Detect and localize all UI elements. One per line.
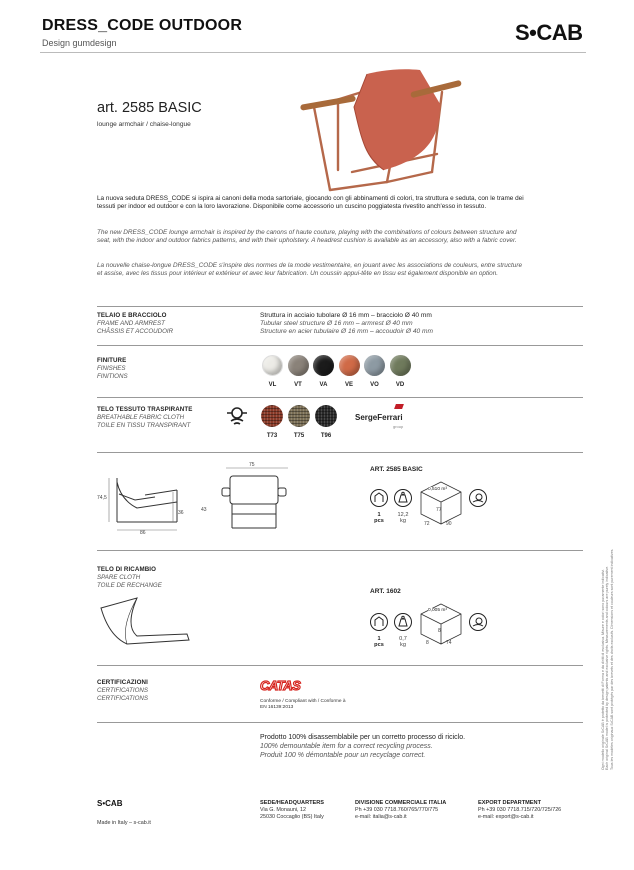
spare-box-depth: 74 [446, 640, 452, 646]
footer-brand: S•CAB [97, 799, 123, 808]
box-height: 77 [436, 507, 442, 513]
weight-icon [393, 488, 413, 508]
spare-label: TELO DI RICAMBIO SPARE CLOTH TOILE DE RECHANGE [97, 566, 162, 589]
dim-depth: 86 [140, 530, 146, 536]
spare-pieces: 1 pcs [374, 636, 384, 649]
box-width: 72 [424, 521, 430, 527]
description-en: The new DRESS_CODE lounge armchair is inspired by the canons of haute couture, playing with the combinations of colours between structure and seat, with the indoor and outdoor fabrics patterns, and with their upholstery. A headrest cushion is available as an accessory, also with a fabric cover. [97, 229, 517, 245]
serge-ferrari-logo: SergeFerrari group [355, 407, 403, 429]
finish-swatch-vo [364, 355, 385, 376]
divider [97, 665, 583, 666]
dim-width: 75 [249, 462, 255, 468]
cert-label: CERTIFICAZIONI CERTIFICATIONS CERTIFICATIONS [97, 679, 148, 702]
finish-code: VT [294, 382, 302, 388]
frame-text: Struttura in acciaio tubolare Ø 16 mm – bracciolo Ø 40 mm Tubular steel structure Ø 16 mm – armrest Ø 40 mm Structure en acier tubulaire Ø 16 mm – accoudoir Ø 40 mm [260, 312, 433, 335]
spec-title: ART. 2585 BASIC [370, 466, 423, 473]
side-note: Ogni modello originale S•CAB è protetto da brevetti di Forma e da diritti di esclusiva. Misure e colori sono puramente indicativi. Each original S•CAB model is protected by design patents and exclusive rights. Measurements and colours are purely indicative. Tous les modèles originaux S•CAB sont protégés par des brevets et des droits exclusifs. Dimensions et couleurs sont purement indicatives. [601, 548, 614, 770]
finish-swatch-va [313, 355, 334, 376]
fabric-code: T73 [266, 433, 278, 439]
finish-code: VL [268, 382, 277, 388]
cert-text: Conforme / Compliant with / Conforme à EN 16139:2013 [260, 699, 346, 710]
weight-value: 12,2 kg [397, 512, 409, 525]
spare-cloth-drawing [97, 596, 197, 648]
finishes-label: FINITURE FINISHES FINITIONS [97, 357, 128, 380]
product-photo [292, 62, 467, 192]
designer: Design gumdesign [42, 38, 117, 48]
description-fr: La nouvelle chaise-longue DRESS_CODE s'inspire des normes de la mode vestimentaire, en jouant avec les associations de couleurs, entre structure et assise, avec les tissus pour intérieur et extérieur et avec leur fabrication. Un coussin appui-tête en tissu est également disponible en option. [97, 262, 522, 278]
fabric-swatch-t96 [315, 405, 337, 427]
box-volume: 0,510 m³ [428, 487, 447, 492]
fabric-swatch-t75 [288, 405, 310, 427]
divider [97, 452, 583, 453]
footer-commercial: DIVISIONE COMMERCIALE ITALIA Ph +39 030 7718.760/765/770/775 e-mail: italia@s-cab.it [355, 800, 447, 821]
divider [97, 397, 583, 398]
finish-code: VD [395, 382, 405, 388]
fabric-code: T96 [320, 433, 332, 439]
dim-height: 74,5 [97, 495, 107, 501]
outdoor-icon [225, 404, 249, 426]
page-title: DRESS_CODE OUTDOOR [42, 17, 243, 34]
finish-code: VA [319, 382, 328, 388]
fabric-label: TELO TESSUTO TRASPIRANTE BREATHABLE FABRIC CLOTH TOILE EN TISSU TRANSPIRANT [97, 406, 193, 429]
divider [97, 345, 583, 346]
finish-swatch-vl [262, 355, 283, 376]
fabric-swatch-t73 [261, 405, 283, 427]
dim-arm: 43 [201, 507, 207, 513]
finish-swatch-ve [339, 355, 360, 376]
dim-seat: 36 [178, 510, 184, 516]
finish-code: VO [370, 382, 379, 388]
divider [97, 550, 583, 551]
pieces-icon [369, 612, 389, 632]
spare-box-width: 8 [426, 640, 429, 646]
pieces-count: 1 pcs [374, 512, 384, 525]
catas-logo: CATAS [260, 678, 301, 693]
divider [97, 306, 583, 307]
brand-logo: S•CAB [515, 20, 583, 45]
article-subtitle: lounge armchair / chaise-longue [97, 121, 191, 128]
finish-swatch-vd [390, 355, 411, 376]
made-in: Made in Italy – s-cab.it [97, 820, 151, 826]
spare-box-height: 8 [438, 628, 441, 634]
header-divider [40, 52, 586, 53]
side-view-drawing [95, 470, 195, 535]
fabric-code: T75 [293, 433, 305, 439]
weight-icon [393, 612, 413, 632]
frame-label: TELAIO E BRACCIOLO FRAME AND ARMREST CHÂSSIS ET ACCOUDOIR [97, 312, 174, 335]
footer-export: EXPORT DEPARTMENT Ph +39 030 7718.715/720/725/726 e-mail: export@s-cab.it [478, 800, 562, 821]
outdoor-use-icon [468, 612, 488, 632]
recycling-text: Prodotto 100% disassemblabile per un corretto processo di riciclo. 100% demountable item for a correct recycling process. Produit 100 % démontable pour un recyclage correct. [260, 734, 466, 760]
article-title: art. 2585 BASIC [97, 100, 202, 116]
pieces-icon [369, 488, 389, 508]
divider [97, 722, 583, 723]
outdoor-use-icon [468, 488, 488, 508]
finish-swatch-vt [288, 355, 309, 376]
box-depth: 90 [446, 521, 452, 527]
spare-title: ART. 1602 [370, 588, 401, 595]
finish-code: VE [344, 382, 353, 388]
front-view-drawing [218, 464, 293, 534]
description-it: La nuova seduta DRESS_CODE si ispira ai canoni della moda sartoriale, giocando con gli abbinamenti di colori, tra struttura e seduta, con le trame dei tessuti per indoor ed outdoor e con la loro lavorazione. Disponibile come accessorio un cuscino poggiatesta rivestito anch'esso in tessuto. [97, 195, 524, 211]
spare-box-volume: 0,005 m³ [428, 608, 447, 613]
spare-weight: 0,7 kg [399, 636, 407, 649]
footer-hq: SEDE/HEADQUARTERS Via G. Monauni, 12 25030 Coccaglio (BS) Italy [260, 800, 325, 821]
